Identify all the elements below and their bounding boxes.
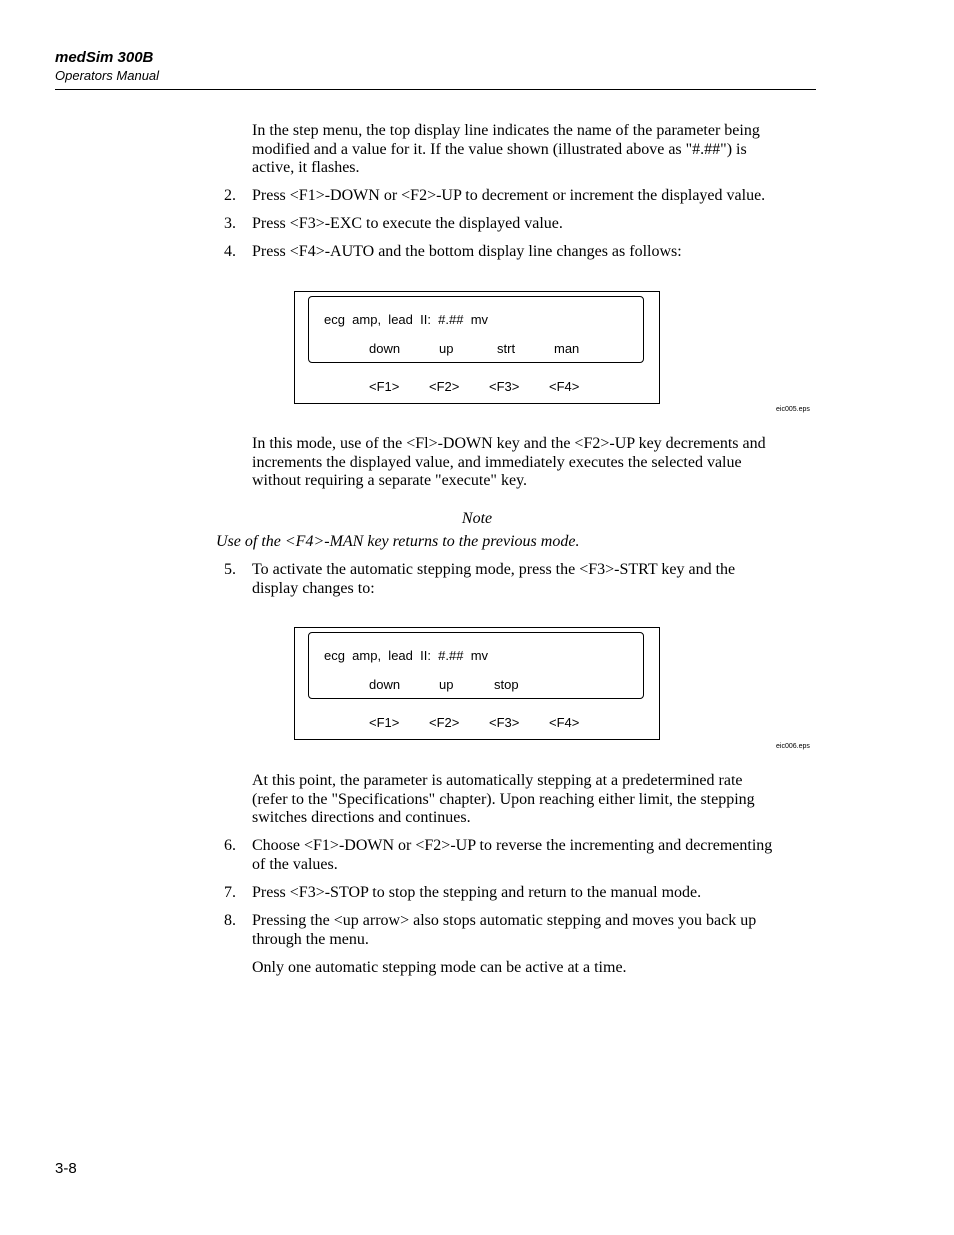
intro-line-3: active, it flashes.: [252, 159, 360, 176]
auto-line-1: At this point, the parameter is automatically stepping at a predetermined rate: [252, 772, 743, 789]
lcd-display: [308, 296, 644, 363]
list-item-line: through the menu.: [252, 930, 369, 948]
list-item-line: of the values.: [252, 855, 338, 873]
figure-label: eic006.eps: [776, 743, 810, 750]
list-item-text: Press <F3>-STOP to stop the stepping and return to the manual mode.: [252, 884, 702, 901]
list-item-text: [252, 837, 814, 874]
list-item-text: Press <F1>-DOWN or <F2>-UP to decrement or increment the displayed value.: [252, 187, 766, 204]
auto-line-3: switches directions and continues.: [252, 809, 471, 826]
list-item-number: 6.: [224, 837, 236, 854]
list-item-text: Press <F3>-EXC to execute the displayed value.: [252, 215, 563, 232]
list-item-number: 2.: [224, 187, 236, 204]
list-item-text: Press <F4>-AUTO and the bottom display line changes as follows:: [252, 243, 682, 260]
f3-key: <F3>: [489, 379, 520, 394]
note-title: Note: [461, 510, 493, 527]
softkey-label-up: up: [439, 677, 454, 692]
softkey-label-up: up: [439, 341, 454, 356]
mode-line-2: increments the displayed value, and immediately executes the selected value: [252, 453, 742, 471]
manual-title: medSim 300B: [55, 49, 154, 66]
f1-key: <F1>: [369, 715, 400, 730]
list-item-text: [252, 561, 814, 598]
list-item-number: 4.: [224, 243, 236, 260]
mode-line-3: without requiring a separate "execute" key.: [252, 472, 528, 489]
list-item-number: 3.: [224, 215, 236, 232]
intro-line-2: modified and a value for it. If the value shown (illustrated above as "#.##") is: [252, 140, 747, 158]
figure-label: eic005.eps: [776, 406, 810, 413]
intro-paragraph: [252, 122, 814, 178]
lcd-display: [308, 632, 644, 699]
list-item-line: To activate the automatic stepping mode, press the <F3>-STRT key and the: [252, 561, 736, 578]
list-item-number: 5.: [224, 561, 236, 578]
note-text: Use of the <F4>-MAN key returns to the previous mode.: [216, 533, 580, 550]
lcd-top-line: ecg amp, lead II: #.## mv: [324, 312, 489, 327]
f4-key: <F4>: [549, 715, 580, 730]
intro-line-1: In the step menu, the top display line indicates the name of the parameter being: [252, 122, 760, 139]
softkey-label-down: down: [369, 677, 401, 692]
list-item-number: 7.: [224, 884, 236, 901]
softkey-label-stop: stop: [494, 677, 519, 692]
list-item-line: Pressing the <up arrow> also stops automatic stepping and moves you back up: [252, 912, 757, 929]
softkey-label-strt: strt: [497, 341, 516, 356]
lcd-top-line: ecg amp, lead II: #.## mv: [324, 648, 489, 663]
f1-key: <F1>: [369, 379, 400, 394]
auto-line-2: (refer to the "Specifications" chapter). Upon reaching either limit, the stepping: [252, 790, 755, 808]
list-item-text: [252, 912, 814, 949]
softkey-label-down: down: [369, 341, 401, 356]
f2-key: <F2>: [429, 379, 460, 394]
auto-paragraph: [252, 772, 814, 828]
mode-line-1: In this mode, use of the <Fl>-DOWN key and the <F2>-UP key decrements and: [252, 435, 766, 452]
header-rule: [55, 89, 816, 90]
display-figure-stepping: [294, 627, 660, 740]
f2-key: <F2>: [429, 715, 460, 730]
final-paragraph: Only one automatic stepping mode can be active at a time.: [252, 959, 627, 976]
manual-subtitle: Operators Manual: [55, 68, 160, 83]
f3-key: <F3>: [489, 715, 520, 730]
list-item-number: 8.: [224, 912, 236, 929]
f4-key: <F4>: [549, 379, 580, 394]
list-item-line: display changes to:: [252, 579, 375, 597]
softkey-label-man: man: [554, 341, 580, 356]
page-number: 3-8: [55, 1160, 77, 1177]
mode-paragraph: [252, 435, 814, 491]
display-figure-auto: [294, 291, 660, 404]
list-item-line: Choose <F1>-DOWN or <F2>-UP to reverse the incrementing and decrementing: [252, 837, 773, 854]
